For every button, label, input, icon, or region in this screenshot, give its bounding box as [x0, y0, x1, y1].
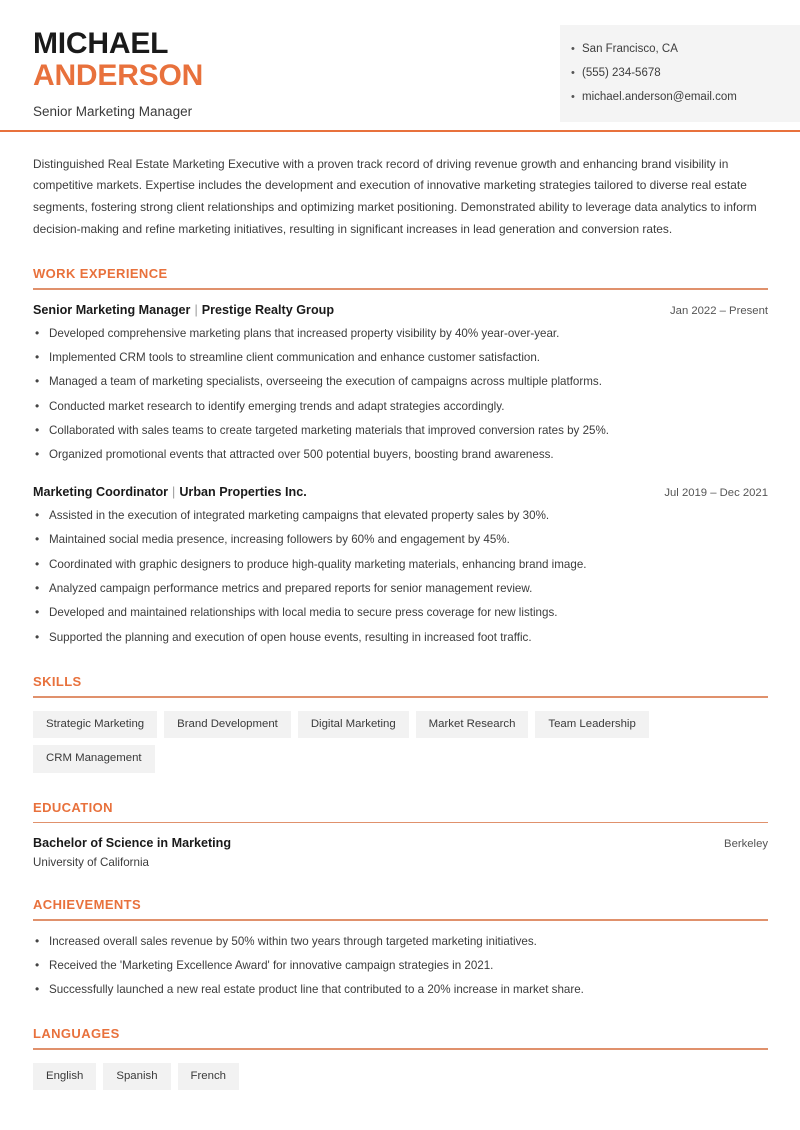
last-name: ANDERSON	[33, 59, 204, 93]
work-bullet-list	[33, 326, 768, 464]
header-divider	[0, 130, 800, 132]
section-education	[33, 800, 768, 869]
identity-block	[0, 22, 203, 119]
bullet-item: • Supported the planning and execution of open house events, resulting in increased foot traffic.	[33, 630, 768, 647]
section-divider	[33, 696, 768, 697]
education-entry-head	[33, 836, 768, 850]
skill-chip: Brand Development	[164, 711, 291, 739]
work-company: Prestige Realty Group	[201, 302, 335, 317]
section-divider	[33, 288, 768, 289]
professional-title: Senior Marketing Manager	[33, 103, 193, 119]
resume-body	[0, 154, 800, 1091]
skills-chip-list	[33, 711, 768, 773]
section-title-achievements: ACHIEVEMENTS	[33, 897, 142, 913]
work-entry-head	[33, 485, 768, 499]
first-name: MICHAEL	[33, 27, 169, 60]
section-divider	[33, 1048, 768, 1049]
professional-summary: Distinguished Real Estate Marketing Executive with a proven track record of driving revenue growth and enhancing brand visibility in competitive markets. Expertise includes the development and execution of innovative marketing strategies tailored to diverse real estate segments, fostering strong client relationships and optimizing market positioning. Demonstrated ability to leverage data analytics to inform decision-making and refine marketing initiatives, resulting in significant increases in lead generation and conversion rates.	[33, 156, 757, 236]
section-divider	[33, 919, 768, 920]
skill-chip: Digital Marketing	[298, 711, 409, 739]
skill-chip: Market Research	[416, 711, 529, 739]
section-work-experience	[33, 266, 768, 646]
contact-list	[560, 37, 800, 110]
section-title-education: EDUCATION	[33, 800, 113, 816]
resume-header	[0, 0, 800, 122]
work-position: Marketing Coordinator	[33, 485, 169, 500]
contact-email[interactable]: • michael.anderson@email.com	[582, 86, 790, 110]
skill-chip: CRM Management	[33, 745, 155, 773]
work-entry	[33, 485, 768, 646]
work-entry-heading	[33, 485, 307, 499]
section-title-languages: LANGUAGES	[33, 1026, 120, 1042]
contact-location: • San Francisco, CA	[582, 37, 790, 61]
contact-phone[interactable]: • (555) 234-5678	[582, 61, 790, 85]
work-company: Urban Properties Inc.	[179, 485, 307, 500]
bullet-item: • Analyzed campaign performance metrics and prepared reports for senior management review.	[33, 581, 768, 598]
contact-info-box	[560, 25, 800, 122]
achievement-item: • Increased overall sales revenue by 50% within two years through targeted marketing initiatives.	[33, 934, 768, 951]
bullet-item: • Coordinated with graphic designers to produce high-quality marketing materials, enhancing brand image.	[33, 557, 768, 574]
bullet-item: • Developed and maintained relationships with local media to secure press coverage for new listings.	[33, 605, 768, 622]
title-separator: |	[172, 485, 176, 500]
achievements-list	[33, 934, 768, 999]
education-school: University of California	[33, 856, 149, 870]
section-title-work-experience: WORK EXPERIENCE	[33, 266, 168, 282]
education-location: Berkeley	[724, 838, 768, 851]
bullet-item: • Conducted market research to identify emerging trends and adapt strategies accordingly.	[33, 399, 768, 416]
education-entry	[33, 836, 768, 869]
skill-chip: Team Leadership	[535, 711, 648, 739]
education-degree: Bachelor of Science in Marketing	[33, 836, 232, 851]
achievement-item: • Received the 'Marketing Excellence Award' for innovative campaign strategies in 2021.	[33, 958, 768, 975]
work-entry-head	[33, 303, 768, 317]
language-chip: Spanish	[103, 1063, 170, 1091]
work-date-range: Jan 2022 – Present	[670, 304, 768, 317]
achievement-item: • Successfully launched a new real estate product line that contributed to a 20% increase in market share.	[33, 982, 768, 999]
section-languages	[33, 1026, 768, 1090]
work-entry	[33, 303, 768, 464]
language-chip: English	[33, 1063, 96, 1091]
bullet-item: • Collaborated with sales teams to create targeted marketing materials that improved conversion rates by 25%.	[33, 423, 768, 440]
languages-chip-list	[33, 1063, 768, 1091]
bullet-item: • Developed comprehensive marketing plans that increased property visibility by 40% year-over-year.	[33, 326, 768, 343]
work-entry-heading	[33, 303, 334, 317]
bullet-item: • Maintained social media presence, increasing followers by 60% and engagement by 45%.	[33, 532, 768, 549]
bullet-item: • Implemented CRM tools to streamline client communication and enhance customer satisfaction.	[33, 350, 768, 367]
bullet-item: • Assisted in the execution of integrated marketing campaigns that elevated property sales by 30%.	[33, 508, 768, 525]
section-achievements	[33, 897, 768, 999]
title-separator: |	[194, 302, 198, 317]
work-position: Senior Marketing Manager	[33, 302, 191, 317]
bullet-item: • Managed a team of marketing specialists, overseeing the execution of campaigns across multiple platforms.	[33, 374, 768, 391]
work-date-range: Jul 2019 – Dec 2021	[664, 487, 768, 500]
section-title-skills: SKILLS	[33, 674, 82, 690]
section-skills	[33, 674, 768, 773]
bullet-item: • Organized promotional events that attracted over 500 potential buyers, boosting brand awareness.	[33, 447, 768, 464]
work-bullet-list	[33, 508, 768, 646]
section-divider	[33, 822, 768, 823]
language-chip: French	[178, 1063, 239, 1091]
skill-chip: Strategic Marketing	[33, 711, 157, 739]
